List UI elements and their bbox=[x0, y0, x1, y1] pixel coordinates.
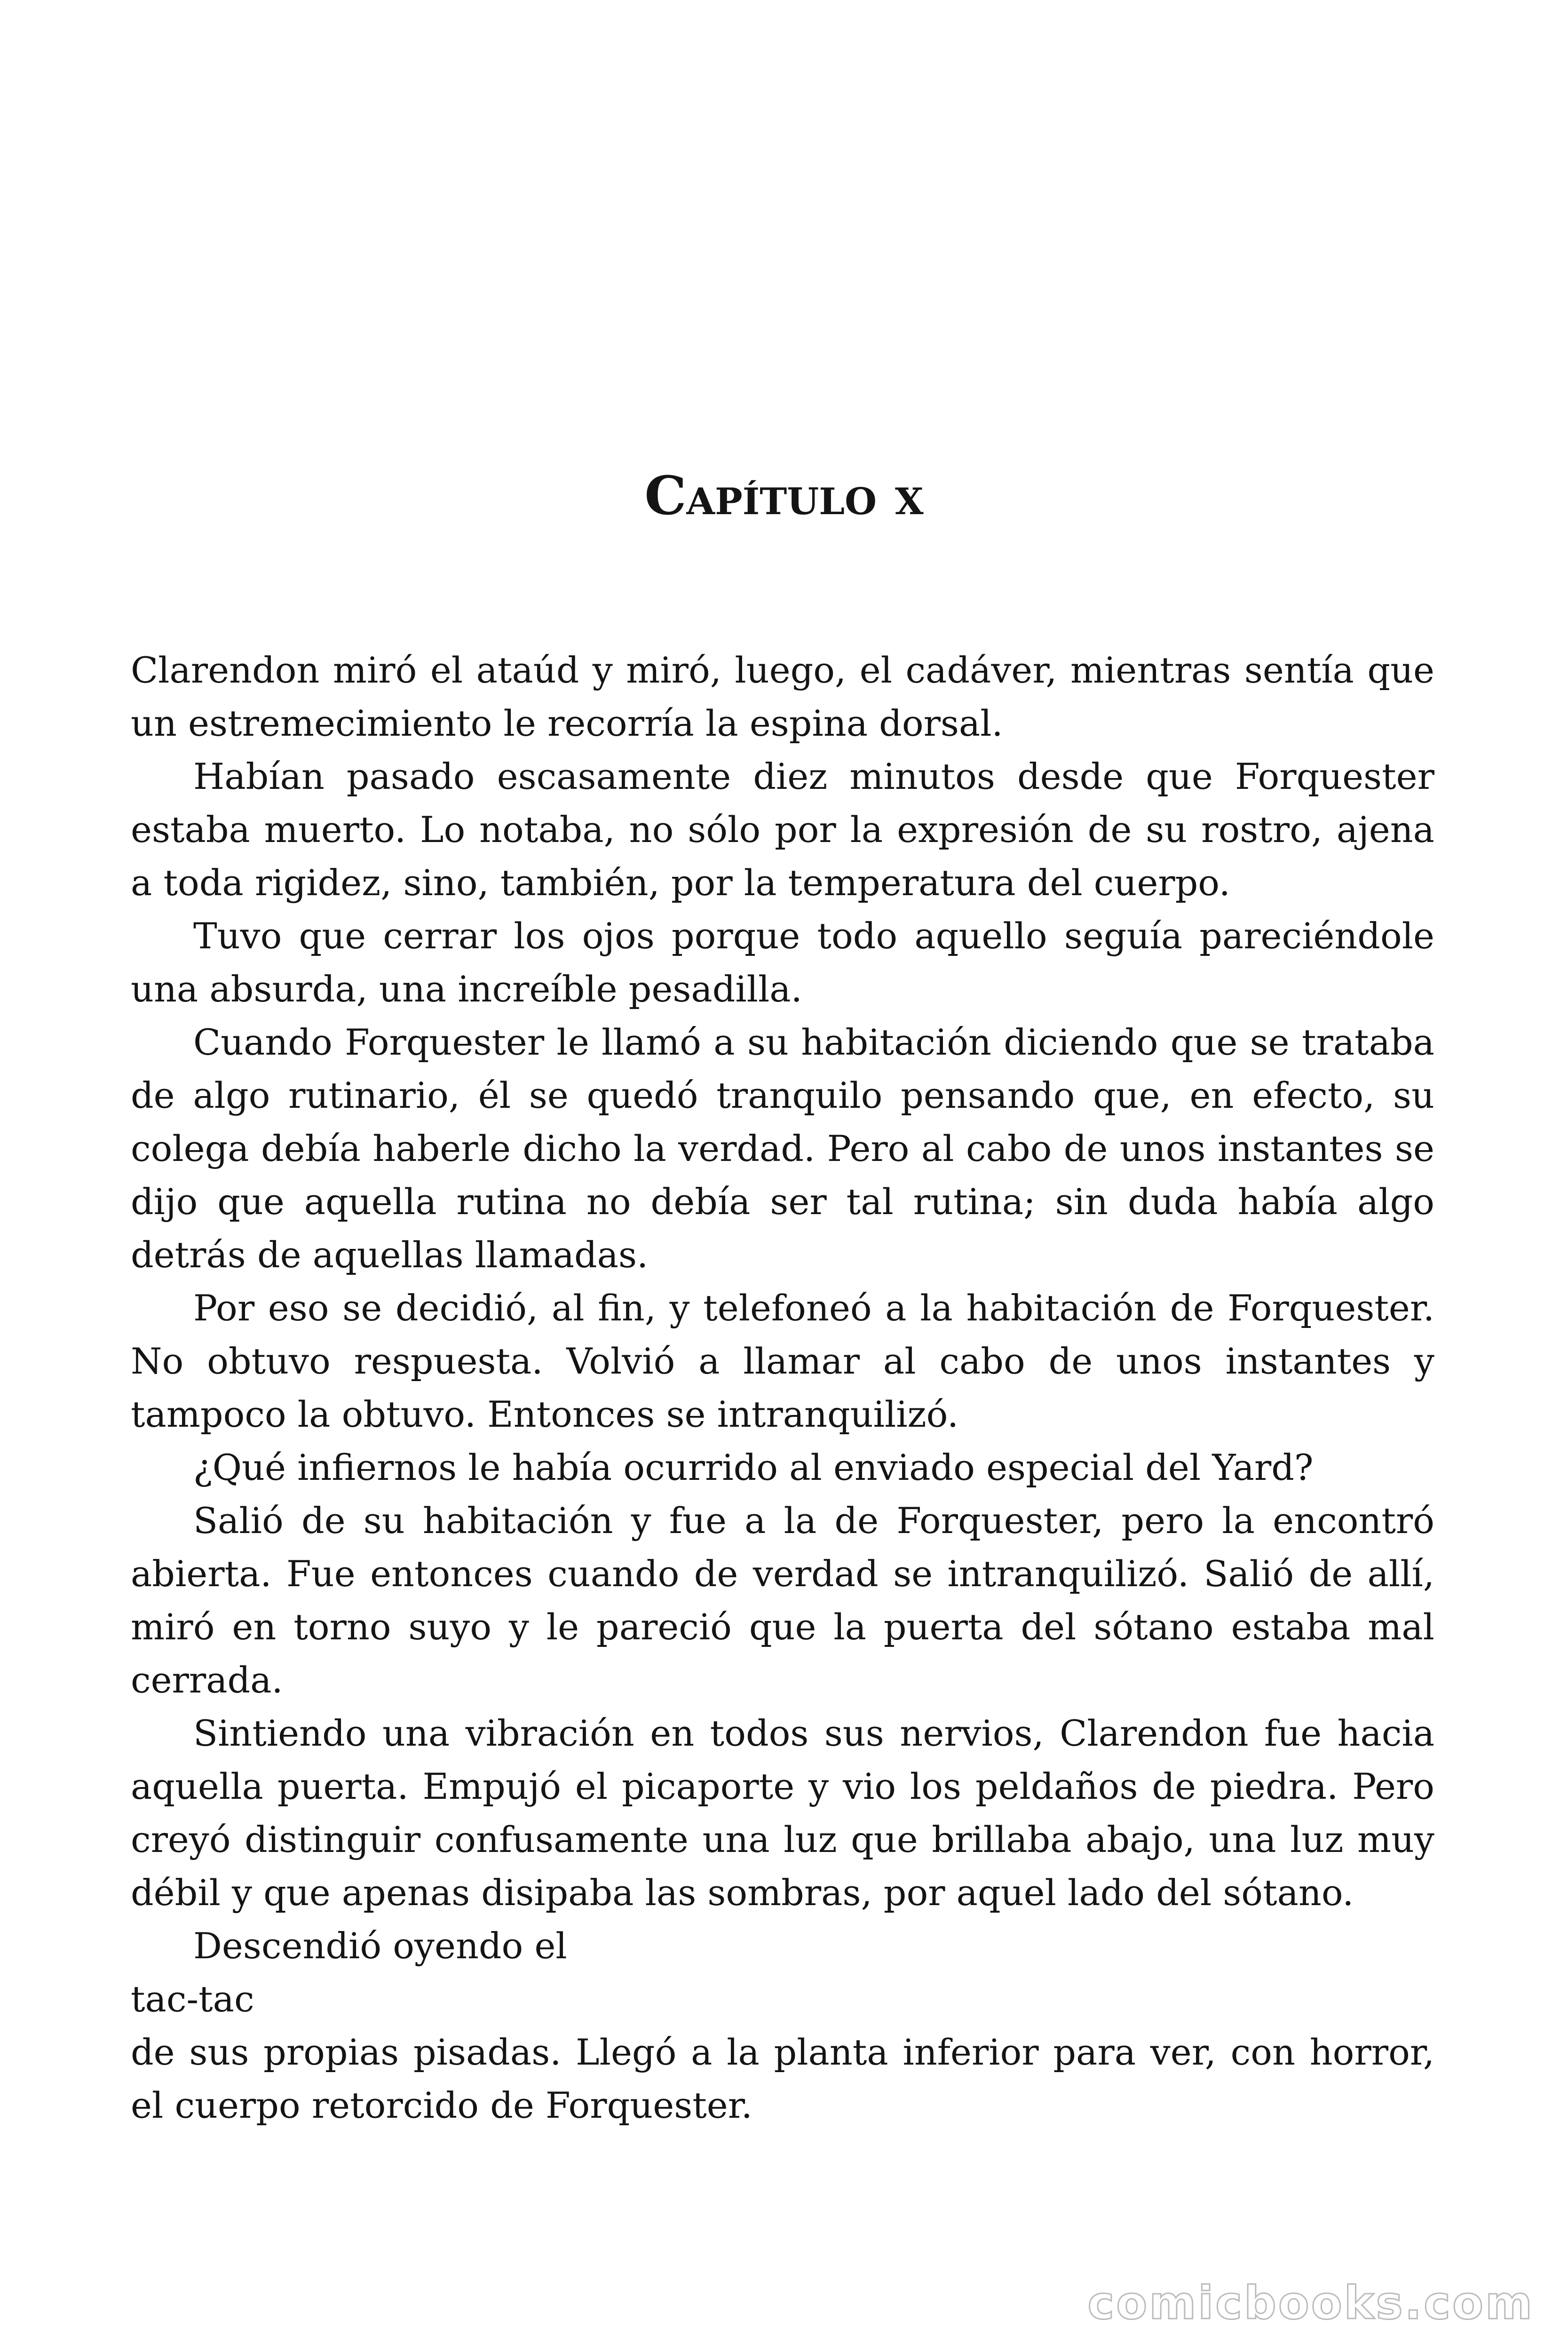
paragraph: Descendió oyendo el bbox=[193, 1925, 567, 1967]
chapter-title: Capítulo x bbox=[644, 465, 924, 527]
watermark: comicbooks.com bbox=[1087, 2277, 1534, 2329]
paragraph: Cuando Forquester le llamó a su habitación diciendo que se trataba de algo rutinario, él se quedó tranquilo pensando que, en efecto, su colega debía haberle dicho la verdad. Pero al cabo de unos instantes se dijo que aquella rutina no debía ser tal rutina; sin duda había algo detrás de aquellas llamadas. bbox=[131, 1021, 1434, 1276]
paragraph: de sus propias pisadas. Llegó a la planta inferior para ver, con horror, el cuerpo retorcido de Forquester. bbox=[131, 2031, 1434, 2126]
paragraph: Salió de su habitación y fue a la de Forquester, pero la encontró abierta. Fue entonces cuando de verdad se intranquilizó. Salió de allí, miró en torno suyo y le pareció que la puerta del sótano estaba mal cerrada. bbox=[131, 1500, 1434, 1701]
paragraph: ¿Qué infiernos le había ocurrido al enviado especial del Yard? bbox=[193, 1446, 1314, 1488]
chapter-body bbox=[131, 644, 1434, 2132]
paragraph: Por eso se decidió, al fin, y telefoneó a la habitación de Forquester. No obtuvo respuesta. Volvió a llamar al cabo de unos instantes y tampoco la obtuvo. Entonces se intranquilizó. bbox=[131, 1287, 1434, 1435]
paragraph: Clarendon miró el ataúd y miró, luego, el cadáver, mientras sentía que un estremecimiento le recorría la espina dorsal. bbox=[131, 649, 1434, 744]
paragraph: Sintiendo una vibración en todos sus nervios, Clarendon fue hacia aquella puerta. Empujó el picaporte y vio los peldaños de piedra. Pero creyó distinguir confusamente una luz que brillaba abajo, una luz muy débil y que apenas disipaba las sombras, por aquel lado del sótano. bbox=[131, 1712, 1434, 1914]
paragraph: Tuvo que cerrar los ojos porque todo aquello seguía pareciéndole una absurda, una increíble pesadilla. bbox=[131, 915, 1434, 1010]
paragraph: tac-tac bbox=[131, 1978, 254, 2020]
paragraph: Habían pasado escasamente diez minutos desde que Forquester estaba muerto. Lo notaba, no sólo por la expresión de su rostro, ajena a toda rigidez, sino, también, por la temperatura del cuerpo. bbox=[131, 755, 1434, 904]
